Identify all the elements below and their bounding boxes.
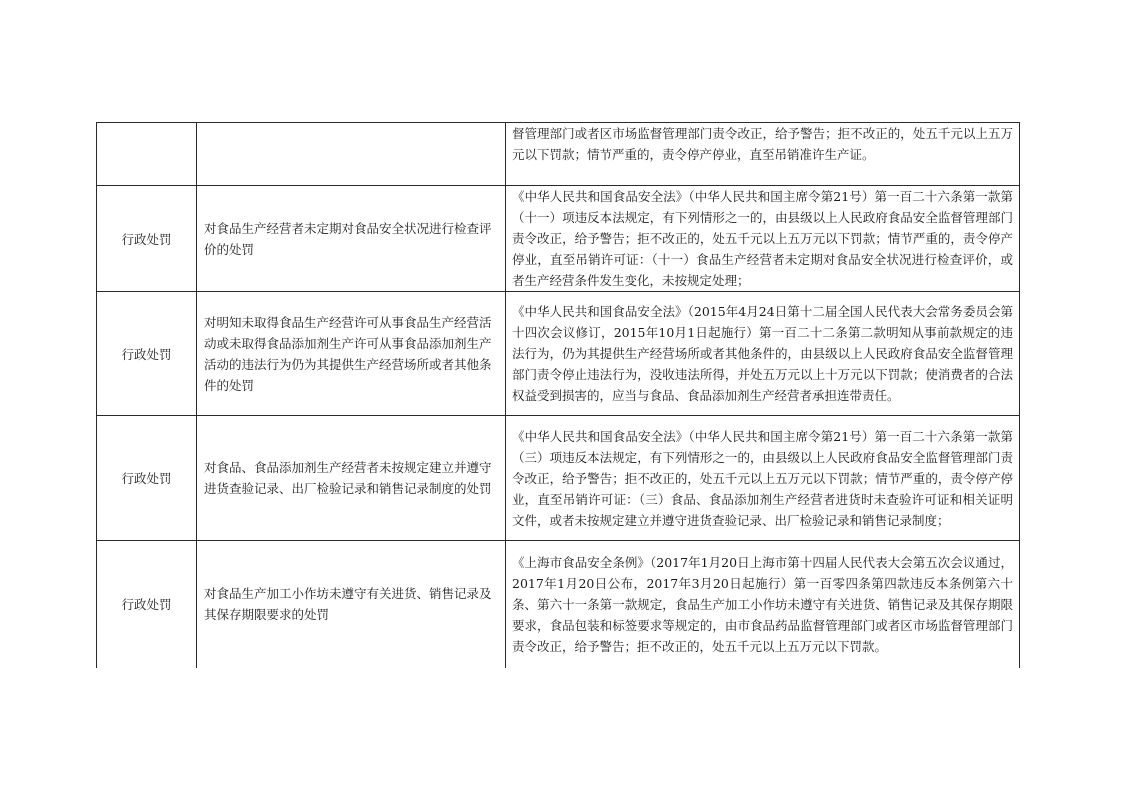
item-cell: 对食品生产经营者未定期对食品安全状况进行检查评价的处罚 xyxy=(197,186,506,292)
category-cell: 行政处罚 xyxy=(97,541,197,668)
legal-basis-cell: 《上海市食品安全条例》（2017年1月20日上海市第十四届人民代表大会第五次会议通过，2017年1月20日公布，2017年3月20日起施行）第一百零四条第四款违反本条例第六十条、第六十一条第一款规定，食品生产加工小作坊未遵守有关进货、销售记录及其保存期限要求，食品包装和标签要求等规定的，由市食品药品监督管理部门或者区市场监督管理部门责令改正，给予警告；拒不改正的，处五千元以上五万元以下罚款。 xyxy=(506,541,1020,668)
item-cell: 对食品、食品添加剂生产经营者未按规定建立并遵守进货查验记录、出厂检验记录和销售记录制度的处罚 xyxy=(197,416,506,541)
penalty-items-table xyxy=(96,122,1020,668)
item-cell xyxy=(197,123,506,186)
category-cell: 行政处罚 xyxy=(97,292,197,416)
category-cell: 行政处罚 xyxy=(97,416,197,541)
table-row xyxy=(97,416,1020,541)
table-row xyxy=(97,186,1020,292)
category-cell xyxy=(97,123,197,186)
legal-basis-cell: 《中华人民共和国食品安全法》（中华人民共和国主席令第21号）第一百二十六条第一款第（十一）项违反本法规定，有下列情形之一的，由县级以上人民政府食品安全监督管理部门责令改正，给予警告；拒不改正的，处五千元以上五万元以下罚款；情节严重的，责令停产停业，直至吊销许可证：（十一）食品生产经营者未定期对食品安全状况进行检查评价，或者生产经营条件发生变化，未按规定处理； xyxy=(506,186,1020,292)
legal-basis-cell: 《中华人民共和国食品安全法》（2015年4月24日第十二届全国人民代表大会常务委员会第十四次会议修订，2015年10月1日起施行）第一百二十二条第二款明知从事前款规定的违法行为，仍为其提供生产经营场所或者其他条件的，由县级以上人民政府食品安全监督管理部门责令停止违法行为，没收违法所得，并处五万元以上十万元以下罚款；使消费者的合法权益受到损害的，应当与食品、食品添加剂生产经营者承担连带责任。 xyxy=(506,292,1020,416)
legal-basis-cell: 《中华人民共和国食品安全法》（中华人民共和国主席令第21号）第一百二十六条第一款第（三）项违反本法规定，有下列情形之一的，由县级以上人民政府食品安全监督管理部门责令改正，给予警告；拒不改正的，处五千元以上五万元以下罚款；情节严重的，责令停产停业，直至吊销许可证：（三）食品、食品添加剂生产经营者进货时未查验许可证和相关证明文件，或者未按规定建立并遵守进货查验记录、出厂检验记录和销售记录制度； xyxy=(506,416,1020,541)
table-row xyxy=(97,292,1020,416)
category-cell: 行政处罚 xyxy=(97,186,197,292)
item-cell: 对食品生产加工小作坊未遵守有关进货、销售记录及其保存期限要求的处罚 xyxy=(197,541,506,668)
item-cell: 对明知未取得食品生产经营许可从事食品生产经营活动或未取得食品添加剂生产许可从事食品添加剂生产活动的违法行为仍为其提供生产经营场所或者其他条件的处罚 xyxy=(197,292,506,416)
table-row xyxy=(97,541,1020,668)
legal-basis-cell: 督管理部门或者区市场监督管理部门责令改正，给予警告；拒不改正的，处五千元以上五万元以下罚款；情节严重的，责令停产停业，直至吊销准许生产证。 xyxy=(506,123,1020,186)
table-row xyxy=(97,123,1020,186)
